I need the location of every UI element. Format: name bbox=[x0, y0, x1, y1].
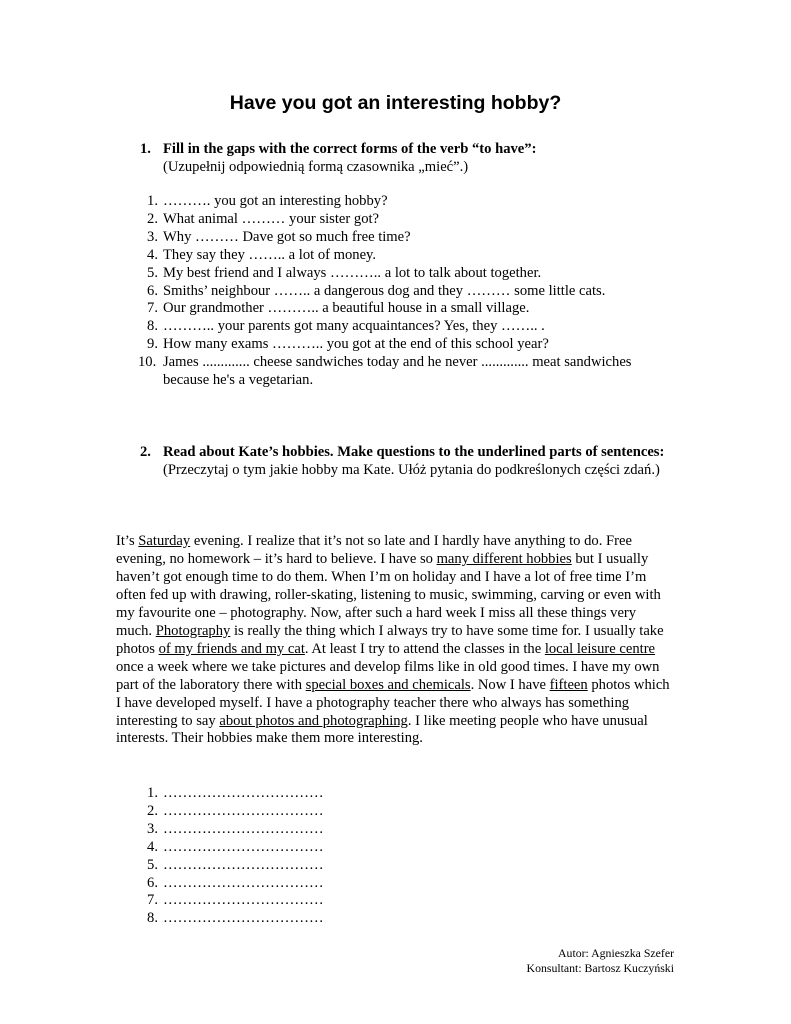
passage-text: . At least I try to attend the classes in the bbox=[304, 640, 545, 657]
task2-subheading: (Przeczytaj o tym jakie hobby ma Kate. Ułóż pytania do podkreślonych części zdań.) bbox=[163, 461, 660, 478]
answer-line-number: 4. bbox=[147, 838, 158, 855]
answer-line bbox=[140, 821, 680, 839]
answer-line-number: 5. bbox=[147, 856, 158, 873]
underlined-phrase: special boxes and chemicals bbox=[305, 676, 471, 693]
answer-line-text: …………………………… bbox=[163, 802, 324, 819]
answer-line-number: 7. bbox=[147, 892, 158, 909]
task1-item bbox=[140, 265, 680, 283]
answer-line-text: …………………………… bbox=[163, 820, 324, 837]
task1-item-text: ………. you got an interesting hobby? bbox=[163, 193, 388, 209]
answer-line-number: 1. bbox=[147, 785, 158, 801]
underlined-phrase: Saturday bbox=[138, 533, 191, 549]
answer-line bbox=[140, 857, 680, 875]
answer-line bbox=[140, 910, 680, 928]
underlined-phrase: many different hobbies bbox=[436, 550, 572, 567]
answer-line-text: …………………………… bbox=[163, 910, 324, 927]
task1-heading: Fill in the gaps with the correct forms of the verb “to have”: bbox=[163, 141, 537, 157]
answer-line bbox=[140, 803, 680, 821]
task1-item-number: 5. bbox=[147, 264, 158, 281]
task1-item-number: 7. bbox=[147, 300, 158, 317]
passage-text: It’s bbox=[116, 533, 139, 549]
task1-item-number: 8. bbox=[147, 318, 158, 335]
answer-line-text: …………………………… bbox=[163, 892, 324, 909]
task1-list bbox=[140, 193, 680, 390]
task1-item-number: 9. bbox=[147, 336, 158, 353]
underlined-phrase: Photography bbox=[155, 622, 231, 639]
task1-item bbox=[140, 247, 680, 265]
task1-item bbox=[140, 193, 680, 211]
task1-item-text: ……….. your parents got many acquaintances? Yes, they …….. . bbox=[163, 318, 545, 335]
task1-item-text: Why ……… Dave got so much free time? bbox=[163, 228, 411, 245]
task1-item bbox=[140, 283, 680, 301]
footer-author: Autor: Agnieszka Szefer bbox=[558, 946, 674, 960]
task1-item-number: 6. bbox=[147, 282, 158, 299]
task1-item bbox=[140, 336, 680, 354]
task1-item-text: What animal ……… your sister got? bbox=[163, 210, 380, 227]
answer-line-number: 2. bbox=[147, 802, 158, 819]
task1-item-text: Smiths’ neighbour …….. a dangerous dog and they ……… some little cats. bbox=[163, 282, 606, 299]
footer-consultant: Konsultant: Bartosz Kuczyński bbox=[526, 961, 674, 975]
task1-item bbox=[140, 211, 680, 229]
answer-line bbox=[140, 875, 680, 893]
task1-item-text: They say they …….. a lot of money. bbox=[163, 246, 377, 263]
passage-text: once a week where we take pictures and develop films like in old good times. I have my own part of the laboratory there with bbox=[116, 658, 660, 693]
task1-item-number: 1. bbox=[147, 193, 158, 209]
task1-item-number: 2. bbox=[147, 210, 158, 227]
task2-header bbox=[140, 444, 680, 479]
passage-text: evening. I realize that it’s not so late and I hardly have anything to do. Free evening, no homework – it’s hard to believe. I have so bbox=[116, 533, 632, 567]
answer-line bbox=[140, 892, 680, 910]
answer-line-text: …………………………… bbox=[163, 785, 324, 801]
answer-line-text: …………………………… bbox=[163, 838, 324, 855]
task1-item-number: 10. bbox=[138, 354, 157, 371]
task1-item bbox=[140, 300, 680, 318]
task1-subheading: (Uzupełnij odpowiednią formą czasownika „mieć”.) bbox=[163, 158, 469, 175]
footer-credits bbox=[527, 946, 674, 976]
task1-item-text: James ............. cheese sandwiches today and he never ............. meat sandwiches because he's a vegetarian. bbox=[163, 354, 632, 389]
task1-number: 1. bbox=[140, 141, 151, 157]
passage-text: . Now I have bbox=[470, 676, 550, 693]
passage-text: photos which I have developed myself. I have a photography teacher there who always has something interesting to say bbox=[116, 676, 670, 729]
task1-item-text: How many exams ……….. you got at the end of this school year? bbox=[163, 336, 549, 353]
task1-item-text: My best friend and I always ……….. a lot to talk about together. bbox=[163, 264, 542, 281]
passage-text: . I like meeting people who have unusual interests. Their hobbies make them more interesting. bbox=[116, 712, 648, 747]
passage-text: is really the thing which I always try to have some time for. I usually take photos bbox=[116, 622, 664, 657]
task1-header bbox=[140, 141, 680, 176]
underlined-phrase: about photos and photographing bbox=[219, 712, 408, 729]
task1-item bbox=[140, 318, 680, 336]
task2-heading: Read about Kate’s hobbies. Make questions to the underlined parts of sentences: bbox=[163, 444, 665, 460]
answer-line-number: 3. bbox=[147, 820, 158, 837]
underlined-phrase: local leisure centre bbox=[544, 640, 656, 657]
page-title: Have you got an interesting hobby? bbox=[229, 92, 562, 114]
answer-line bbox=[140, 839, 680, 857]
kate-hobbies-passage bbox=[116, 533, 674, 748]
answer-line-text: …………………………… bbox=[163, 856, 324, 873]
task1-item bbox=[140, 354, 680, 390]
task1-item bbox=[140, 229, 680, 247]
underlined-phrase: fifteen bbox=[549, 676, 588, 693]
passage-text: but I usually haven’t got enough time to do them. When I’m on holiday and I have a lot of free time I’m often fed up with drawing, roller-skating, listening to music, swimming, carving or even with my favourite one – photography. Now, after such a hard week I miss all these things very much. bbox=[116, 550, 661, 639]
answer-line bbox=[140, 785, 680, 803]
answer-line-number: 8. bbox=[147, 910, 158, 927]
answer-line-text: …………………………… bbox=[163, 874, 324, 891]
task2-answer-lines bbox=[140, 785, 680, 928]
task2-number: 2. bbox=[140, 444, 151, 460]
task1-item-text: Our grandmother ……….. a beautiful house in a small village. bbox=[163, 300, 530, 317]
answer-line-number: 6. bbox=[147, 874, 158, 891]
underlined-phrase: of my friends and my cat bbox=[158, 640, 305, 657]
task1-item-number: 4. bbox=[147, 246, 158, 263]
task1-item-number: 3. bbox=[147, 228, 158, 245]
